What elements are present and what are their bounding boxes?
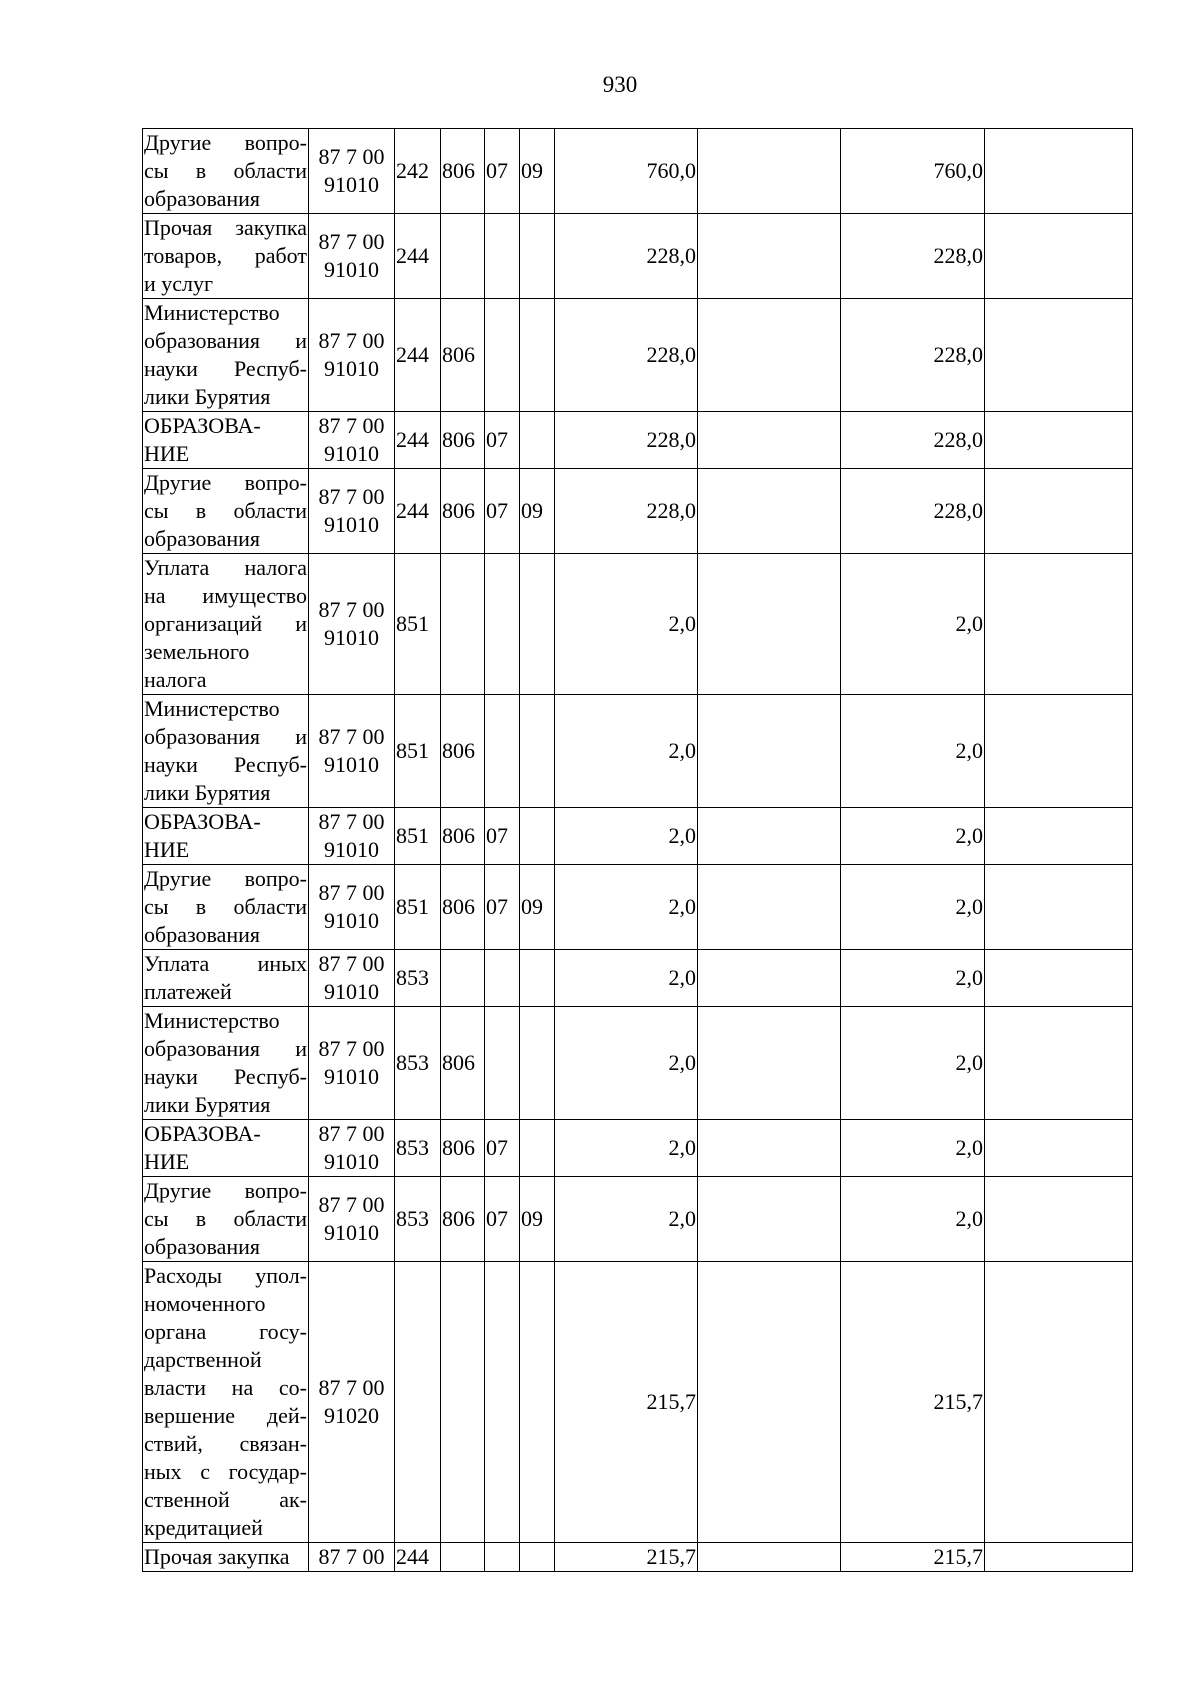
name-line: ОБРАЗОВА- [144, 413, 261, 438]
cell-col9 [698, 1543, 841, 1572]
cell-csr [309, 695, 395, 808]
cell-col11 [985, 808, 1133, 865]
csr-line: 91010 [324, 1220, 379, 1245]
name-line: сы в области [144, 158, 307, 183]
cell-csr [309, 129, 395, 214]
cell-amount: 2,0 [555, 554, 698, 695]
table-row [143, 1007, 1133, 1120]
cell-amount: 215,7 [555, 1262, 698, 1543]
name-line: номоченного [144, 1291, 266, 1316]
cell-amount2: 228,0 [841, 299, 985, 412]
name-line: дарственной [144, 1347, 262, 1372]
csr-line: 91010 [324, 625, 379, 650]
cell-name [143, 129, 309, 214]
cell-pr [520, 214, 555, 299]
cell-pr: 09 [520, 1177, 555, 1262]
cell-col9 [698, 299, 841, 412]
cell-col9 [698, 412, 841, 469]
name-line: власти на со- [144, 1375, 307, 1400]
cell-name [143, 1007, 309, 1120]
csr-line: 91010 [324, 1064, 379, 1089]
name-line: образования и [144, 328, 307, 353]
cell-col9 [698, 469, 841, 554]
table-row [143, 865, 1133, 950]
cell-name [143, 554, 309, 695]
table-body [143, 129, 1133, 1572]
cell-vr: 244 [395, 214, 441, 299]
cell-csr [309, 1543, 395, 1572]
table-row [143, 469, 1133, 554]
cell-amount: 228,0 [555, 214, 698, 299]
csr-line: 87 7 00 [318, 484, 385, 509]
name-line: образования и [144, 1036, 307, 1061]
cell-csr [309, 1177, 395, 1262]
table-row [143, 1177, 1133, 1262]
cell-col11 [985, 1262, 1133, 1543]
cell-col11 [985, 1007, 1133, 1120]
csr-line: 87 7 00 [318, 229, 385, 254]
cell-amount2: 215,7 [841, 1543, 985, 1572]
cell-rz [485, 214, 520, 299]
cell-rz [485, 1007, 520, 1120]
name-line: лики Бурятия [144, 384, 271, 409]
name-line: ствий, связан- [144, 1431, 307, 1456]
csr-line: 87 7 00 [318, 1375, 385, 1400]
name-line: Прочая закупка [144, 1544, 290, 1569]
name-line: НИЕ [144, 441, 190, 466]
name-line: кредитацией [144, 1515, 263, 1540]
cell-col11 [985, 1543, 1133, 1572]
cell-pr: 09 [520, 129, 555, 214]
name-line: Другие вопро- [144, 470, 307, 495]
cell-name [143, 808, 309, 865]
cell-amount: 2,0 [555, 1120, 698, 1177]
cell-pr [520, 1543, 555, 1572]
cell-csr [309, 1262, 395, 1543]
name-line: НИЕ [144, 837, 190, 862]
csr-line: 87 7 00 [318, 1036, 385, 1061]
cell-col9 [698, 950, 841, 1007]
cell-amount: 2,0 [555, 950, 698, 1007]
table-row [143, 214, 1133, 299]
name-line: Другие вопро- [144, 866, 307, 891]
cell-col11 [985, 1177, 1133, 1262]
cell-name [143, 695, 309, 808]
name-line: Расходы упол- [144, 1263, 307, 1288]
name-line: ственной ак- [144, 1487, 307, 1512]
name-line: Уплата иных [144, 951, 307, 976]
cell-grbs: 806 [441, 695, 485, 808]
cell-grbs: 806 [441, 299, 485, 412]
cell-name [143, 1120, 309, 1177]
cell-pr [520, 1007, 555, 1120]
cell-csr [309, 1007, 395, 1120]
table-row [143, 1120, 1133, 1177]
name-line: сы в области [144, 498, 307, 523]
name-line: образования [144, 186, 261, 211]
cell-vr: 853 [395, 1007, 441, 1120]
csr-line: 91010 [324, 512, 379, 537]
name-line: земельного [144, 639, 250, 664]
cell-col9 [698, 554, 841, 695]
csr-line: 87 7 00 [318, 1121, 385, 1146]
cell-rz [485, 299, 520, 412]
cell-vr: 851 [395, 808, 441, 865]
name-line: Министерство [144, 300, 280, 325]
csr-line: 91010 [324, 837, 379, 862]
cell-col11 [985, 1120, 1133, 1177]
table-row [143, 129, 1133, 214]
csr-line: 87 7 00 [318, 328, 385, 353]
name-line: НИЕ [144, 1149, 190, 1174]
cell-vr: 851 [395, 554, 441, 695]
cell-rz [485, 1543, 520, 1572]
cell-col9 [698, 1120, 841, 1177]
cell-amount2: 760,0 [841, 129, 985, 214]
cell-col9 [698, 808, 841, 865]
cell-amount: 228,0 [555, 299, 698, 412]
cell-col9 [698, 1177, 841, 1262]
cell-col9 [698, 129, 841, 214]
table-row [143, 299, 1133, 412]
cell-amount2: 228,0 [841, 214, 985, 299]
table-row [143, 412, 1133, 469]
cell-amount: 228,0 [555, 469, 698, 554]
csr-line: 91010 [324, 356, 379, 381]
cell-col9 [698, 214, 841, 299]
cell-col11 [985, 865, 1133, 950]
cell-amount2: 2,0 [841, 695, 985, 808]
cell-rz: 07 [485, 1120, 520, 1177]
csr-line: 87 7 00 [318, 809, 385, 834]
name-line: вершение дей- [144, 1403, 307, 1428]
cell-name [143, 1543, 309, 1572]
name-line: образования [144, 526, 261, 551]
cell-rz: 07 [485, 865, 520, 950]
cell-rz [485, 695, 520, 808]
cell-pr [520, 1262, 555, 1543]
cell-amount2: 2,0 [841, 1120, 985, 1177]
cell-pr [520, 554, 555, 695]
cell-csr [309, 299, 395, 412]
cell-csr [309, 1120, 395, 1177]
table-row [143, 808, 1133, 865]
cell-csr [309, 554, 395, 695]
csr-line: 91010 [324, 1149, 379, 1174]
cell-col9 [698, 695, 841, 808]
cell-vr: 244 [395, 299, 441, 412]
cell-csr [309, 469, 395, 554]
cell-amount: 2,0 [555, 865, 698, 950]
name-line: товаров, работ [144, 243, 307, 268]
name-line: Министерство [144, 1008, 280, 1033]
cell-pr [520, 299, 555, 412]
cell-amount: 2,0 [555, 808, 698, 865]
cell-grbs: 806 [441, 1120, 485, 1177]
name-line: сы в области [144, 894, 307, 919]
cell-grbs: 806 [441, 808, 485, 865]
cell-col11 [985, 469, 1133, 554]
cell-amount2: 2,0 [841, 808, 985, 865]
name-line: лики Бурятия [144, 1092, 271, 1117]
cell-vr: 851 [395, 865, 441, 950]
csr-line: 87 7 00 [318, 144, 385, 169]
cell-vr: 242 [395, 129, 441, 214]
name-line: платежей [144, 979, 232, 1004]
table-row [143, 950, 1133, 1007]
cell-vr: 853 [395, 950, 441, 1007]
cell-col9 [698, 865, 841, 950]
csr-line: 87 7 00 [318, 1192, 385, 1217]
name-line: и услуг [144, 271, 214, 296]
cell-vr: 851 [395, 695, 441, 808]
name-line: образования [144, 922, 261, 947]
csr-line: 87 7 00 [318, 597, 385, 622]
cell-amount2: 2,0 [841, 950, 985, 1007]
cell-name [143, 469, 309, 554]
csr-line: 91010 [324, 752, 379, 777]
cell-rz: 07 [485, 412, 520, 469]
name-line: на имущество [144, 583, 307, 608]
cell-amount2: 2,0 [841, 554, 985, 695]
cell-name [143, 865, 309, 950]
cell-vr: 244 [395, 412, 441, 469]
cell-csr [309, 412, 395, 469]
cell-col9 [698, 1262, 841, 1543]
name-line: Уплата налога [144, 555, 307, 580]
cell-rz: 07 [485, 469, 520, 554]
cell-pr [520, 1120, 555, 1177]
cell-pr [520, 808, 555, 865]
cell-amount: 228,0 [555, 412, 698, 469]
table-row [143, 1543, 1133, 1572]
cell-csr [309, 950, 395, 1007]
cell-name [143, 1262, 309, 1543]
cell-amount: 2,0 [555, 1177, 698, 1262]
cell-col9 [698, 1007, 841, 1120]
cell-grbs [441, 1262, 485, 1543]
cell-grbs: 806 [441, 1177, 485, 1262]
csr-line: 91010 [324, 257, 379, 282]
cell-amount2: 228,0 [841, 469, 985, 554]
cell-pr: 09 [520, 469, 555, 554]
cell-name [143, 1177, 309, 1262]
cell-col11 [985, 412, 1133, 469]
cell-pr [520, 695, 555, 808]
page-number: 930 [602, 72, 638, 97]
cell-name [143, 299, 309, 412]
csr-line: 87 7 00 [318, 951, 385, 976]
cell-col11 [985, 214, 1133, 299]
name-line: ОБРАЗОВА- [144, 1121, 261, 1146]
csr-line: 87 7 00 [318, 1544, 385, 1569]
cell-rz [485, 1262, 520, 1543]
cell-col11 [985, 950, 1133, 1007]
cell-col11 [985, 554, 1133, 695]
name-line: налога [144, 667, 207, 692]
cell-grbs: 806 [441, 412, 485, 469]
cell-col11 [985, 695, 1133, 808]
table-row [143, 1262, 1133, 1543]
name-line: Прочая закупка [144, 215, 307, 240]
cell-pr: 09 [520, 865, 555, 950]
cell-amount2: 215,7 [841, 1262, 985, 1543]
cell-amount: 760,0 [555, 129, 698, 214]
name-line: Другие вопро- [144, 1178, 307, 1203]
cell-col11 [985, 129, 1133, 214]
name-line: науки Респуб- [144, 752, 307, 777]
cell-rz: 07 [485, 1177, 520, 1262]
cell-amount2: 2,0 [841, 865, 985, 950]
csr-line: 87 7 00 [318, 880, 385, 905]
table-row [143, 554, 1133, 695]
cell-grbs [441, 1543, 485, 1572]
name-line: органа госу- [144, 1319, 307, 1344]
name-line: Другие вопро- [144, 130, 307, 155]
cell-amount: 2,0 [555, 1007, 698, 1120]
cell-rz [485, 950, 520, 1007]
cell-vr: 853 [395, 1120, 441, 1177]
cell-vr: 853 [395, 1177, 441, 1262]
cell-name [143, 950, 309, 1007]
name-line: науки Респуб- [144, 356, 307, 381]
name-line: организаций и [144, 611, 307, 636]
csr-line: 91010 [324, 441, 379, 466]
budget-table [142, 128, 1133, 1572]
cell-grbs: 806 [441, 1007, 485, 1120]
name-line: образования и [144, 724, 307, 749]
cell-grbs: 806 [441, 469, 485, 554]
csr-line: 87 7 00 [318, 413, 385, 438]
cell-name [143, 412, 309, 469]
name-line: ных с государ- [144, 1459, 307, 1484]
cell-grbs [441, 950, 485, 1007]
cell-rz: 07 [485, 129, 520, 214]
csr-line: 91010 [324, 908, 379, 933]
cell-col11 [985, 299, 1133, 412]
cell-csr [309, 865, 395, 950]
csr-line: 87 7 00 [318, 724, 385, 749]
csr-line: 91010 [324, 172, 379, 197]
cell-vr: 244 [395, 469, 441, 554]
cell-grbs [441, 214, 485, 299]
cell-pr [520, 412, 555, 469]
cell-amount: 215,7 [555, 1543, 698, 1572]
cell-csr [309, 214, 395, 299]
cell-amount: 2,0 [555, 695, 698, 808]
cell-grbs: 806 [441, 129, 485, 214]
cell-grbs [441, 554, 485, 695]
cell-vr [395, 1262, 441, 1543]
name-line: образования [144, 1234, 261, 1259]
cell-amount2: 2,0 [841, 1007, 985, 1120]
cell-vr: 244 [395, 1543, 441, 1572]
name-line: Министерство [144, 696, 280, 721]
cell-grbs: 806 [441, 865, 485, 950]
cell-name [143, 214, 309, 299]
csr-line: 91010 [324, 979, 379, 1004]
name-line: сы в области [144, 1206, 307, 1231]
cell-pr [520, 950, 555, 1007]
cell-rz [485, 554, 520, 695]
name-line: науки Респуб- [144, 1064, 307, 1089]
name-line: ОБРАЗОВА- [144, 809, 261, 834]
name-line: лики Бурятия [144, 780, 271, 805]
cell-amount2: 2,0 [841, 1177, 985, 1262]
cell-amount2: 228,0 [841, 412, 985, 469]
cell-rz: 07 [485, 808, 520, 865]
csr-line: 91020 [324, 1403, 379, 1428]
cell-csr [309, 808, 395, 865]
table-row [143, 695, 1133, 808]
